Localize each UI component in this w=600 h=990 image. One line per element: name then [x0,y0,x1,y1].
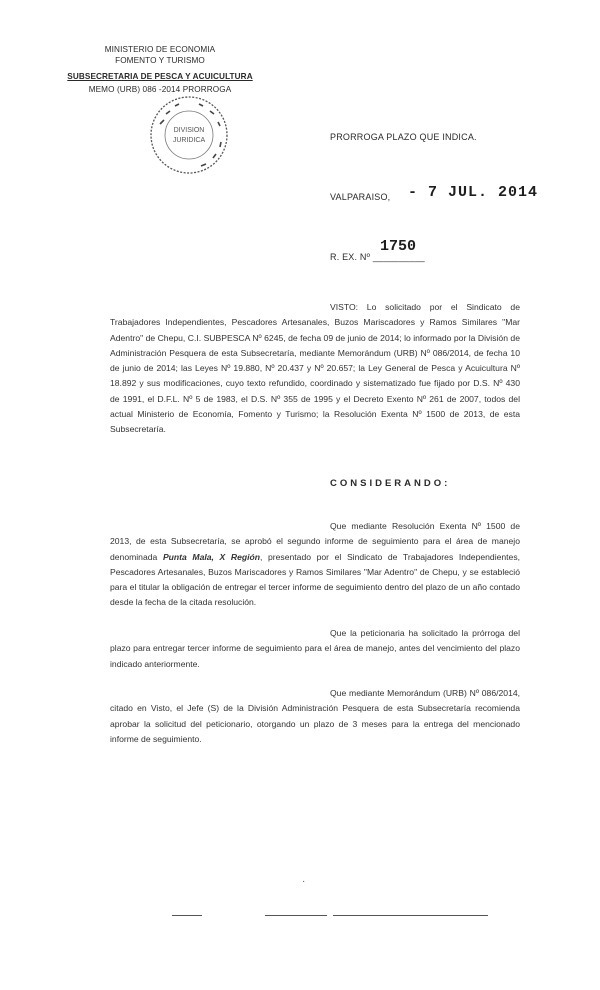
visto-paragraph [110,300,520,438]
considerando-3 [110,686,520,747]
c2-text: plazo para entregar tercer informe de seguimiento para el área de manejo, antes del vencimiento del plazo indicado anteriormente. [110,643,520,669]
c1-first-line: Que mediante Resolución Exenta Nº 1500 de [330,521,520,531]
resolution-label-text: R. EX. Nº [330,252,371,262]
c1-text-before: 2013, de esta Subsecretaría, se aprobó el segundo informe de seguimiento para el área de manejo denominada [110,536,520,562]
stamp-text-division: DIVISION [173,127,205,134]
visto-text: Lo solicitado por el Sindicato de Trabajadores Independientes, Pescadores Artesanales, Buzos Mariscadores y Ramos Similares "Mar Adentro" de Chepu, C.I. SUBPESCA Nº 6245, de fecha 09 de junio de 2014; lo informado por la División de Administración Pesquera de esta Subsecretaría, mediante Memorándum (URB) Nº 086/2014, de fecha 10 de junio de 2014; las Leyes Nº 19.880, Nº 20.437 y Nº 20.657; la Ley General de Pesca y Acuicultura Nº 18.892 y sus modificaciones, cuyo texto refundido, coordinado y sistematizado fue fijado por D.S. Nº 430 de 1991, el D.F.L. Nº 5 de 1983, el D.S. Nº 355 de 1995 y el Decreto Exento Nº 261 de 2007, todos del actual Ministerio de Economía, Fomento y Turismo; la Resolución Exenta Nº 1500 de 2013, de esta Subsecretaría. [110,302,520,435]
c1-area-name: Punta Mala, X Región [162,551,260,562]
resolution-number: 1750 [380,238,417,255]
considerando-heading: CONSIDERANDO: [330,478,451,489]
visto-label: VISTO: [330,302,359,312]
footer-rule-2 [265,915,327,916]
ministry-subname: FOMENTO Y TURISMO [115,56,205,65]
considerando-1 [110,519,520,611]
stamp-text-juridica: JURIDICA [172,137,206,144]
ministry-name: MINISTERIO DE ECONOMIA [104,45,216,54]
document-subject: PRORROGA PLAZO QUE INDICA. [330,132,477,142]
memo-reference: MEMO (URB) 086 -2014 PRORROGA [88,85,232,94]
division-juridica-stamp-icon [148,94,230,176]
resolution-label [330,252,425,262]
footer-rule-3 [333,915,488,916]
resolution-blank-line: __________ [372,252,425,262]
c3-first-line: Que mediante Memorándum (URB) Nº [330,688,479,698]
considerando-2 [110,626,520,672]
c2-first-line: Que la peticionaria ha solicitado la prórroga del [330,628,520,638]
subsecretaria-name: SUBSECRETARIA DE PESCA Y ACUICULTURA [67,72,253,81]
footer-dot: · [302,876,306,887]
place-label: VALPARAISO, [330,192,391,202]
issue-date: - 7 JUL. 2014 [408,184,539,201]
c1-text-after: , presentado por el Sindicato de Trabajadores Independientes, Pescadores Artesanales, Buzos Mariscadores y Ramos Similares "Mar Adentro" de Chepu, y se estableció para el titular la obligación de entregar el tercer informe de seguimiento dentro del plazo de un año contado desde la fecha de la citada resolución. [110,551,521,608]
footer-rule-1 [172,915,202,916]
c3-text: 086/2014, citado en Visto, el Jefe (S) de la División Administración Pesquera de esta Subsecretaría recomienda aprobar la solicitud del peticionario, otorgando un plazo de 3 meses para la entrega del mencionado informe de seguimiento. [110,688,521,744]
